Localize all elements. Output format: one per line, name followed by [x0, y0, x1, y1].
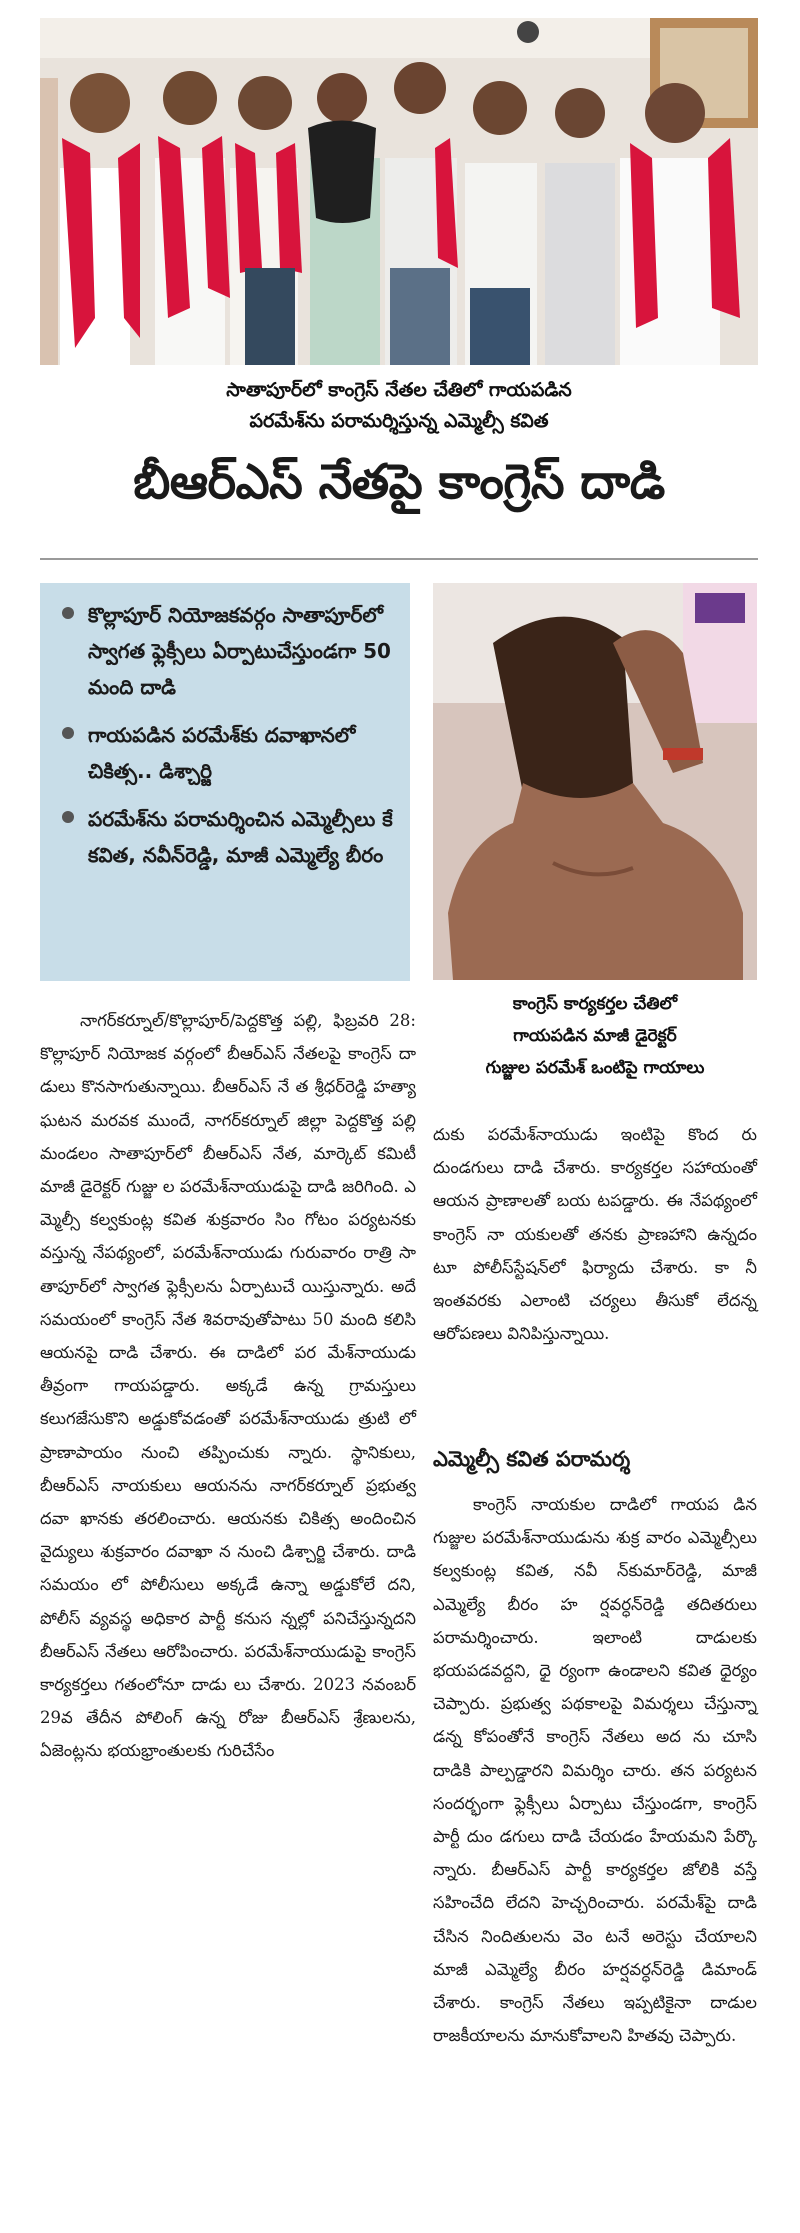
article-body-right-top	[433, 1118, 757, 1350]
bullet-icon	[62, 727, 74, 739]
bullet-icon	[62, 607, 74, 619]
bullet-icon	[62, 811, 74, 823]
group-meeting-photo	[40, 18, 758, 365]
highlight-text: గాయపడిన పరమేశ్‌కు దవాఖానలో చికిత్స.. డిశ్చార్జి	[88, 723, 356, 783]
highlights-box	[40, 583, 410, 981]
section-subheading: ఎమ్మెల్సీ కవిత పరామర్శ	[433, 1447, 631, 1471]
caption-top-line-2: పరమేశ్‌ను పరామర్శిస్తున్న ఎమ్మెల్సీ కవిత	[249, 410, 549, 432]
group-meeting-photo-icon	[40, 18, 758, 365]
article-paragraph: నాగర్‌కర్నూల్/కొల్లాపూర్/పెద్దకొత్త పల్లి, ఫిబ్రవరి 28: కొల్లాపూర్ నియోజక వర్గంలో బీఆర్ఎస్ నేతలపై కాంగ్రెస్ దా డులు కొనసాగుతున్నాయి. బీఆర్ఎస్ నే త శ్రీధర్‌రెడ్డి హత్యా ఘటన మరవక ముందే, నాగర్‌కర్నూల్ జిల్లా పెద్దకొత్త పల్లి మండలం సాతాపూర్‌లో బీఆర్ఎస్ నేత, మార్కెట్ కమిటీ మాజీ డైరెక్టర్ గుజ్జు ల పరమేశ్‌నాయుడుపై దాడి జరిగింది. ఎ మ్మెల్సీ కల్వకుంట్ల కవిత శుక్రవారం సిం గోటం పర్యటనకు వస్తున్న నేపథ్యంలో, పరమేశ్‌నాయుడు గురువారం రాత్రి సా తాపూర్‌లో స్వాగత ఫ్లెక్సీలను ఏర్పాటుచే యిస్తున్నారు. అదే సమయంలో కాంగ్రెస్ నేత శివరావుతోపాటు 50 మంది కలిసి ఆయనపై దాడి చేశారు. ఈ దాడిలో పర మేశ్‌నాయుడు తీవ్రంగా గాయపడ్డారు. అక్కడే ఉన్న గ్రామస్తులు కలుగజేసుకొని అడ్డుకోవడంతో పరమేశ్‌నాయుడు త్రుటి లో ప్రాణాపాయం నుంచి తప్పించుకు న్నారు. స్థానికులు, బీఆర్ఎస్ నాయకులు ఆయనను నాగర్‌కర్నూల్ ప్రభుత్వ దవా ఖానకు తరలించారు. ఆయనకు చికిత్స అందించిన వైద్యులు శుక్రవారం దవాఖా న నుంచి డిశ్చార్జి చేశారు. దాడి సమయం లో పోలీసులు అక్కడే ఉన్నా అడ్డుకోలే దని, పోలీస్ వ్యవస్థ అధికార పార్టీ కనుస న్నల్లో పనిచేస్తున్నదని బీఆర్ఎస్ నేతలు ఆరోపించారు. పరమేశ్‌నాయుడుపై కాంగ్రెస్ కార్యకర్తలు గతంలోనూ దాడు లు చేశారు. 2023 నవంబర్ 29వ తేదీన పోలింగ్ ఉన్న రోజు బీఆర్ఎస్ శ్రేణులను, ఏజెంట్లను భయభ్రాంతులకు గురిచేసేం	[40, 1011, 416, 1761]
caption-right-line-2: గాయపడిన మాజీ డైరెక్టర్	[513, 1026, 677, 1046]
headline-divider	[40, 558, 758, 560]
injured-man-photo	[433, 583, 757, 980]
article-body-left	[40, 1004, 416, 1768]
highlight-item	[58, 717, 396, 789]
highlight-text: పరమేశ్‌ను పరామర్శించిన ఎమ్మెల్సీలు కే కవిత, నవీన్‌రెడ్డి, మాజీ ఎమ్మెల్యే బీరం	[88, 807, 393, 867]
highlight-text: కొల్లాపూర్ నియోజకవర్గం సాతాపూర్‌లో స్వాగత ఫ్లెక్సీలు ఏర్పాటుచేస్తుండగా 50 మంది దాడి	[88, 603, 391, 699]
highlight-item	[58, 597, 396, 705]
highlight-item	[58, 801, 396, 873]
injured-man-photo-icon	[433, 583, 757, 980]
caption-top-line-1: సాతాపూర్‌లో కాంగ్రెస్ నేతల చేతిలో గాయపడిన	[226, 379, 572, 401]
caption-right-line-3: గుజ్జుల పరమేశ్ ఒంటిపై గాయాలు	[485, 1058, 705, 1078]
article-paragraph: కాంగ్రెస్ నాయకుల దాడిలో గాయప డిన గుజ్జుల పరమేశ్‌నాయుడును శుక్ర వారం ఎమ్మెల్సీలు కల్వకుంట్ల కవిత, నవీ న్‌కుమార్‌రెడ్డి, మాజీ ఎమ్మెల్యే బీరం హ ర్షవర్ధన్‌రెడ్డి తదితరులు పరామర్శించారు. ఇలాంటి దాడులకు భయపడవద్దని, ధై ర్యంగా ఉండాలని కవిత ధైర్యం చెప్పారు. ప్రభుత్వ పథకాలపై విమర్శలు చేస్తున్నా డన్న కోపంతోనే కాంగ్రెస్ నేతలు అద ను చూసి దాడికి పాల్పడ్డారని విమర్శిం చారు. తన పర్యటన సందర్భంగా ఫ్లెక్సీలు ఏర్పాటు చేస్తుండగా, కాంగ్రెస్ పార్టీ దుం డగులు దాడి చేయడం హేయమని పేర్కొ న్నారు. బీఆర్ఎస్ పార్టీ కార్యకర్తల జోలికి వస్తే సహించేది లేదని హెచ్చరించారు. పరమేశ్‌పై దాడి చేసిన నిందితులను వెం టనే అరెస్టు చేయాలని మాజీ ఎమ్మెల్యే బీరం హర్షవర్ధన్‌రెడ్డి డిమాండ్ చేశారు. కాంగ్రెస్ నేతలు ఇప్పటికైనా దాడుల రాజకీయాలను మానుకోవాలని హితవు చెప్పారు.	[433, 1495, 757, 2046]
headline: బీఆర్ఎస్ నేతపై కాంగ్రెస్ దాడి	[133, 454, 665, 510]
article-paragraph: దుకు పరమేశ్‌నాయుడు ఇంటిపై కొంద రు దుండగులు దాడి చేశారు. కార్యకర్తల సహాయంతో ఆయన ప్రాణాలతో బయ టపడ్డారు. ఈ నేపథ్యంలో కాంగ్రెస్ నా యకులతో తనకు ప్రాణహాని ఉన్నదం టూ పోలీస్‌స్టేషన్‌లో ఫిర్యాదు చేశారు. కా నీ ఇంతవరకు ఎలాంటి చర్యలు తీసుకో లేదన్న ఆరోపణలు వినిపిస్తున్నాయి.	[433, 1125, 757, 1344]
article-body-right-bottom	[433, 1488, 757, 2052]
caption-right-line-1: కాంగ్రెస్ కార్యకర్తల చేతిలో	[512, 994, 678, 1014]
photo-caption-top	[40, 375, 758, 437]
photo-caption-right	[433, 988, 757, 1084]
